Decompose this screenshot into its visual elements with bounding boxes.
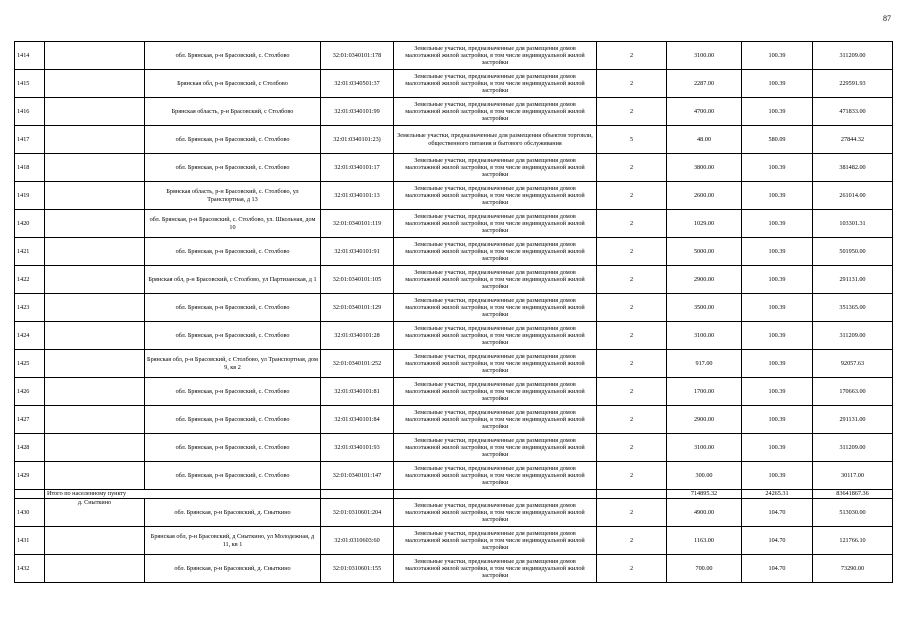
row-number-cell: 1421 xyxy=(15,238,45,266)
specific-value-cell: 100.39 xyxy=(742,294,813,322)
settlement-cell xyxy=(45,238,145,266)
land-use-cell: Земельные участки, предназначенные для размещения домов малоэтажной жилой застройки, в том числе индивидуальной жилой застройки xyxy=(394,210,597,238)
group-number-cell: 2 xyxy=(597,98,667,126)
group-number-cell: 2 xyxy=(597,70,667,98)
table-row xyxy=(15,126,893,154)
area-cell: 3100.00 xyxy=(667,434,742,462)
table-row xyxy=(15,294,893,322)
row-number-cell: 1414 xyxy=(15,42,45,70)
cadastral-number-cell: 32:01:0340101:13 xyxy=(321,182,394,210)
specific-value-cell: 100.39 xyxy=(742,42,813,70)
address-cell: Брянская область, р-н Брасовский, с. Столбово, ул Транспортная, д 13 xyxy=(145,182,321,210)
settlement-cell xyxy=(45,266,145,294)
land-use-cell: Земельные участки, предназначенные для размещения домов малоэтажной жилой застройки, в том числе индивидуальной жилой застройки xyxy=(394,499,597,527)
cadastral-value-cell: 291131.00 xyxy=(813,406,893,434)
address-cell: Брянская область, р-н Брасовский, с Столбово xyxy=(145,98,321,126)
address-cell: обл. Брянская, р-н Брасовский, с. Столбово xyxy=(145,462,321,490)
total-area: 714895.32 xyxy=(667,490,742,499)
group-number-cell: 2 xyxy=(597,238,667,266)
settlement-cell xyxy=(45,350,145,378)
area-cell: 2900.00 xyxy=(667,266,742,294)
empty-cell xyxy=(15,490,45,499)
settlement-cell xyxy=(45,42,145,70)
row-number-cell: 1423 xyxy=(15,294,45,322)
group-number-cell: 2 xyxy=(597,294,667,322)
address-cell: обл. Брянская, р-н Брасовский, с. Столбово xyxy=(145,378,321,406)
area-cell: 4900.00 xyxy=(667,499,742,527)
area-cell: 3500.00 xyxy=(667,294,742,322)
settlement-cell: д. Сныткино xyxy=(45,499,145,527)
cadastral-value-cell: 30117.00 xyxy=(813,462,893,490)
cadastral-number-cell: 32:01:0340101:17 xyxy=(321,154,394,182)
address-cell: обл. Брянская, р-н Брасовский, д. Сныткино xyxy=(145,499,321,527)
settlement-cell xyxy=(45,462,145,490)
settlement-cell xyxy=(45,555,145,583)
table-row xyxy=(15,210,893,238)
row-number-cell: 1415 xyxy=(15,70,45,98)
area-cell: 1700.00 xyxy=(667,378,742,406)
land-use-cell: Земельные участки, предназначенные для размещения домов малоэтажной жилой застройки, в том числе индивидуальной жилой застройки xyxy=(394,182,597,210)
row-number-cell: 1426 xyxy=(15,378,45,406)
cadastral-number-cell: 32:01:0340101:105 xyxy=(321,266,394,294)
settlement-cell xyxy=(45,322,145,350)
area-cell: 3100.00 xyxy=(667,42,742,70)
cadastral-value-cell: 229591.93 xyxy=(813,70,893,98)
table-row xyxy=(15,238,893,266)
cadastral-number-cell: 32:01:0340101:178 xyxy=(321,42,394,70)
specific-value-cell: 100.39 xyxy=(742,98,813,126)
settlement-cell xyxy=(45,126,145,154)
row-number-cell: 1427 xyxy=(15,406,45,434)
group-number-cell: 2 xyxy=(597,499,667,527)
settlement-cell xyxy=(45,527,145,555)
land-use-cell: Земельные участки, предназначенные для размещения домов малоэтажной жилой застройки, в том числе индивидуальной жилой застройки xyxy=(394,555,597,583)
row-number-cell: 1418 xyxy=(15,154,45,182)
address-cell: обл. Брянская, р-н Брасовский, с. Столбово, ул. Школьная, дом 10 xyxy=(145,210,321,238)
table-row xyxy=(15,499,893,527)
cadastral-value-cell: 311209.00 xyxy=(813,322,893,350)
cadastral-value-cell: 381482.00 xyxy=(813,154,893,182)
row-number-cell: 1424 xyxy=(15,322,45,350)
land-use-cell: Земельные участки, предназначенные для размещения домов малоэтажной жилой застройки, в том числе индивидуальной жилой застройки xyxy=(394,266,597,294)
row-number-cell: 1417 xyxy=(15,126,45,154)
cadastral-value-cell: 351365.00 xyxy=(813,294,893,322)
row-number-cell: 1429 xyxy=(15,462,45,490)
area-cell: 4700.00 xyxy=(667,98,742,126)
total-label: Итого по населенному пункту xyxy=(45,490,321,499)
area-cell: 2287.00 xyxy=(667,70,742,98)
address-cell: обл. Брянская, р-н Брасовский, с. Столбово xyxy=(145,294,321,322)
empty-cell xyxy=(597,490,667,499)
area-cell: 700.00 xyxy=(667,555,742,583)
cadastral-number-cell: 32:01:0340101:81 xyxy=(321,378,394,406)
group-number-cell: 2 xyxy=(597,322,667,350)
cadastral-number-cell: 32:01:0340101:129 xyxy=(321,294,394,322)
row-number-cell: 1428 xyxy=(15,434,45,462)
settlement-cell xyxy=(45,378,145,406)
land-use-cell: Земельные участки, предназначенные для размещения домов малоэтажной жилой застройки, в том числе индивидуальной жилой застройки xyxy=(394,294,597,322)
cadastral-value-cell: 501950.00 xyxy=(813,238,893,266)
land-use-cell: Земельные участки, предназначенные для размещения домов малоэтажной жилой застройки, в том числе индивидуальной жилой застройки xyxy=(394,406,597,434)
address-cell: обл. Брянская, р-н Брасовский, с. Столбово xyxy=(145,154,321,182)
area-cell: 1029.00 xyxy=(667,210,742,238)
group-number-cell: 2 xyxy=(597,527,667,555)
address-cell: Брянская обл, р-н Брасовский, с Столбово, ул Транспортная, дом 9, кв 2 xyxy=(145,350,321,378)
table-row xyxy=(15,350,893,378)
cadastral-number-cell: 32:01:0310603:60 xyxy=(321,527,394,555)
group-number-cell: 2 xyxy=(597,434,667,462)
cadastral-value-cell: 92057.63 xyxy=(813,350,893,378)
cadastral-value-cell: 170663.00 xyxy=(813,378,893,406)
settlement-cell xyxy=(45,210,145,238)
group-number-cell: 2 xyxy=(597,350,667,378)
land-use-cell: Земельные участки, предназначенные для размещения домов малоэтажной жилой застройки, в том числе индивидуальной жилой застройки xyxy=(394,238,597,266)
cadastral-number-cell: 32:01:0340101:119 xyxy=(321,210,394,238)
land-use-cell: Земельные участки, предназначенные для размещения домов малоэтажной жилой застройки, в том числе индивидуальной жилой застройки xyxy=(394,350,597,378)
row-number-cell: 1416 xyxy=(15,98,45,126)
land-use-cell: Земельные участки, предназначенные для размещения домов малоэтажной жилой застройки, в том числе индивидуальной жилой застройки xyxy=(394,154,597,182)
settlement-cell xyxy=(45,154,145,182)
specific-value-cell: 100.39 xyxy=(742,434,813,462)
land-use-cell: Земельные участки, предназначенные для размещения домов малоэтажной жилой застройки, в том числе индивидуальной жилой застройки xyxy=(394,42,597,70)
table-row xyxy=(15,98,893,126)
cadastral-value-cell: 121766.10 xyxy=(813,527,893,555)
group-number-cell: 2 xyxy=(597,462,667,490)
cadastral-number-cell: 32:01:0340101:84 xyxy=(321,406,394,434)
address-cell: Брянская обл, р-н Брасовский, д Сныткино, ул Молодежная, д 11, кв 1 xyxy=(145,527,321,555)
land-use-cell: Земельные участки, предназначенные для размещения домов малоэтажной жилой застройки, в том числе индивидуальной жилой застройки xyxy=(394,70,597,98)
area-cell: 2600.00 xyxy=(667,182,742,210)
area-cell: 2900.00 xyxy=(667,406,742,434)
specific-value-cell: 100.39 xyxy=(742,266,813,294)
group-number-cell: 2 xyxy=(597,406,667,434)
cadastral-number-cell: 32:01:0340101:252 xyxy=(321,350,394,378)
table-row xyxy=(15,527,893,555)
land-use-cell: Земельные участки, предназначенные для размещения домов малоэтажной жилой застройки, в том числе индивидуальной жилой застройки xyxy=(394,462,597,490)
specific-value-cell: 100.39 xyxy=(742,70,813,98)
area-cell: 3800.00 xyxy=(667,154,742,182)
address-cell: Брянская обл, р-н Брасовский, с Столбово xyxy=(145,70,321,98)
settlement-cell xyxy=(45,182,145,210)
land-use-cell: Земельные участки, предназначенные для размещения домов малоэтажной жилой застройки, в том числе индивидуальной жилой застройки xyxy=(394,98,597,126)
land-use-cell: Земельные участки, предназначенные для размещения объектов торговли, общественного питания и бытового обслуживания xyxy=(394,126,597,154)
group-number-cell: 2 xyxy=(597,42,667,70)
table-row xyxy=(15,555,893,583)
group-number-cell: 2 xyxy=(597,555,667,583)
cadastral-value-cell: 311209.00 xyxy=(813,42,893,70)
total-cadastral-value: 83641867.36 xyxy=(813,490,893,499)
table-row xyxy=(15,154,893,182)
address-cell: Брянская обл, р-н Брасовский, с Столбово, ул Партизанская, д 1 xyxy=(145,266,321,294)
group-number-cell: 2 xyxy=(597,266,667,294)
row-number-cell: 1422 xyxy=(15,266,45,294)
land-register-table xyxy=(14,41,893,583)
cadastral-number-cell: 32:01:0340101:23) xyxy=(321,126,394,154)
table-row xyxy=(15,378,893,406)
specific-value-cell: 100.39 xyxy=(742,350,813,378)
address-cell: обл. Брянская, р-н Брасовский, с. Столбово xyxy=(145,406,321,434)
settlement-cell xyxy=(45,70,145,98)
cadastral-number-cell: 32:01:0340101:91 xyxy=(321,238,394,266)
cadastral-value-cell: 73290.00 xyxy=(813,555,893,583)
empty-cell xyxy=(321,490,394,499)
group-number-cell: 5 xyxy=(597,126,667,154)
table-row xyxy=(15,406,893,434)
specific-value-cell: 100.39 xyxy=(742,462,813,490)
settlement-cell xyxy=(45,98,145,126)
area-cell: 5000.00 xyxy=(667,238,742,266)
table-body xyxy=(15,42,893,583)
table-row xyxy=(15,42,893,70)
empty-cell xyxy=(394,490,597,499)
address-cell: обл. Брянская, р-н Брасовский, с. Столбово xyxy=(145,322,321,350)
address-cell: обл. Брянская, р-н Брасовский, с. Столбово xyxy=(145,126,321,154)
cadastral-value-cell: 311209.00 xyxy=(813,434,893,462)
cadastral-value-cell: 471833.00 xyxy=(813,98,893,126)
specific-value-cell: 100.39 xyxy=(742,322,813,350)
land-use-cell: Земельные участки, предназначенные для размещения домов малоэтажной жилой застройки, в том числе индивидуальной жилой застройки xyxy=(394,527,597,555)
address-cell: обл. Брянская, р-н Брасовский, с. Столбово xyxy=(145,238,321,266)
settlement-cell xyxy=(45,294,145,322)
area-cell: 48.00 xyxy=(667,126,742,154)
table-row xyxy=(15,70,893,98)
group-number-cell: 2 xyxy=(597,154,667,182)
cadastral-number-cell: 32:01:0340101:147 xyxy=(321,462,394,490)
cadastral-number-cell: 32:01:0340101:28 xyxy=(321,322,394,350)
group-number-cell: 2 xyxy=(597,210,667,238)
row-number-cell: 1430 xyxy=(15,499,45,527)
area-cell: 917.00 xyxy=(667,350,742,378)
specific-value-cell: 100.39 xyxy=(742,238,813,266)
table-row xyxy=(15,462,893,490)
address-cell: обл. Брянская, р-н Брасовский, с. Столбово xyxy=(145,434,321,462)
specific-value-cell: 104.70 xyxy=(742,527,813,555)
total-row xyxy=(15,490,893,499)
land-use-cell: Земельные участки, предназначенные для размещения домов малоэтажной жилой застройки, в том числе индивидуальной жилой застройки xyxy=(394,322,597,350)
cadastral-value-cell: 513030.00 xyxy=(813,499,893,527)
cadastral-number-cell: 32:01:0340101:93 xyxy=(321,434,394,462)
table-row xyxy=(15,322,893,350)
group-number-cell: 2 xyxy=(597,378,667,406)
row-number-cell: 1432 xyxy=(15,555,45,583)
land-use-cell: Земельные участки, предназначенные для размещения домов малоэтажной жилой застройки, в том числе индивидуальной жилой застройки xyxy=(394,434,597,462)
cadastral-number-cell: 32:01:0340501:37 xyxy=(321,70,394,98)
specific-value-cell: 100.39 xyxy=(742,154,813,182)
specific-value-cell: 104.70 xyxy=(742,555,813,583)
table-row xyxy=(15,266,893,294)
specific-value-cell: 100.39 xyxy=(742,210,813,238)
cadastral-number-cell: 32:01:0310601:155 xyxy=(321,555,394,583)
area-cell: 300.00 xyxy=(667,462,742,490)
row-number-cell: 1431 xyxy=(15,527,45,555)
table-row xyxy=(15,434,893,462)
specific-value-cell: 100.39 xyxy=(742,182,813,210)
specific-value-cell: 100.39 xyxy=(742,406,813,434)
row-number-cell: 1425 xyxy=(15,350,45,378)
cadastral-value-cell: 103301.31 xyxy=(813,210,893,238)
land-use-cell: Земельные участки, предназначенные для размещения домов малоэтажной жилой застройки, в том числе индивидуальной жилой застройки xyxy=(394,378,597,406)
total-specific-value: 24265.31 xyxy=(742,490,813,499)
settlement-cell xyxy=(45,434,145,462)
settlement-cell xyxy=(45,406,145,434)
address-cell: обл. Брянская, р-н Брасовский, д. Сныткино xyxy=(145,555,321,583)
cadastral-value-cell: 261014.00 xyxy=(813,182,893,210)
area-cell: 1163.00 xyxy=(667,527,742,555)
specific-value-cell: 104.70 xyxy=(742,499,813,527)
cadastral-number-cell: 32:01:0340101:99 xyxy=(321,98,394,126)
area-cell: 3100.00 xyxy=(667,322,742,350)
page-number: 87 xyxy=(883,14,891,23)
cadastral-value-cell: 291131.00 xyxy=(813,266,893,294)
row-number-cell: 1419 xyxy=(15,182,45,210)
table-row xyxy=(15,182,893,210)
row-number-cell: 1420 xyxy=(15,210,45,238)
cadastral-number-cell: 32:01:0310601:204 xyxy=(321,499,394,527)
group-number-cell: 2 xyxy=(597,182,667,210)
cadastral-value-cell: 27844.32 xyxy=(813,126,893,154)
specific-value-cell: 580.09 xyxy=(742,126,813,154)
address-cell: обл. Брянская, р-н Брасовский, с. Столбово xyxy=(145,42,321,70)
specific-value-cell: 100.39 xyxy=(742,378,813,406)
